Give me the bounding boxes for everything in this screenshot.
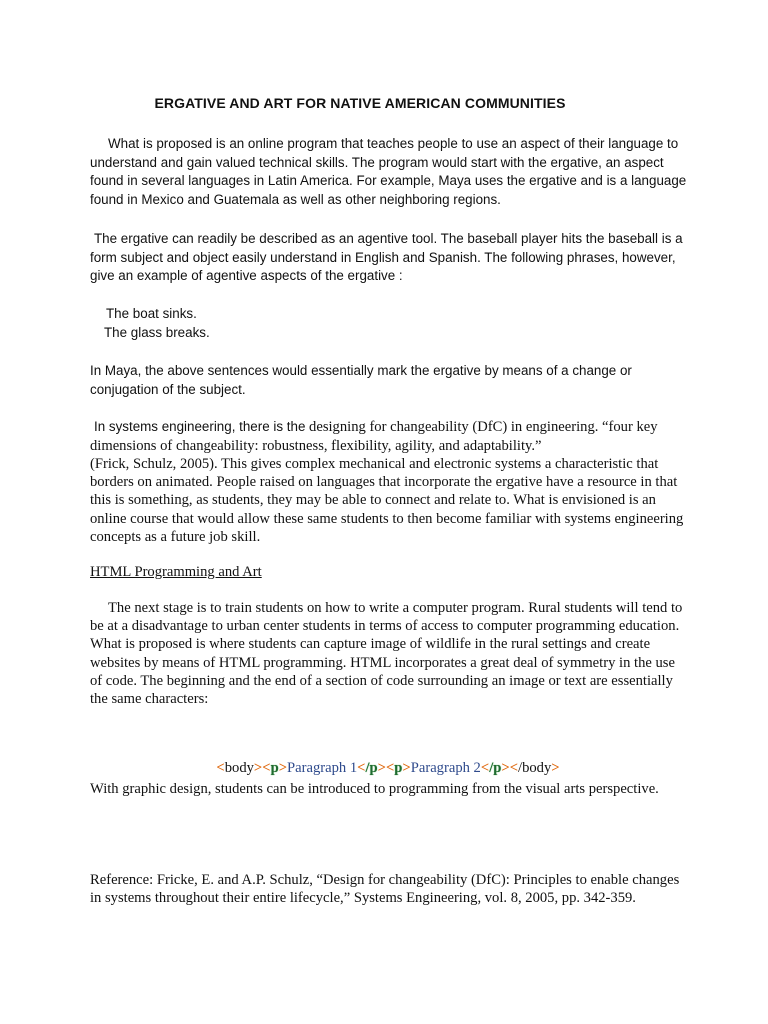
angle-close: > bbox=[501, 760, 510, 776]
maya-paragraph: In Maya, the above sentences would essentially mark the ergative by means of a change or conjugation of the subject. bbox=[90, 363, 632, 397]
ergative-paragraph: The ergative can readily be described as an agentive tool. The baseball player hits the baseball is a form subject and object easily understand in English and Spanish. The following phrases, however, give an example of agentive aspects of the ergative : bbox=[90, 231, 683, 284]
html-programming-paragraph: The next stage is to train students on how to write a computer program. Rural students will tend to be at a disadvantage to urban center students in terms of access to computer programming education. What is proposed is where students can capture image of wildlife in the rural settings and create websites by means of HTML programming. HTML incorporates a great deal of symmetry in the use of code. The beginning and the end of a section of code surrounding an image or text are essentially the same characters: bbox=[90, 600, 683, 708]
reference-paragraph: Reference: Fricke, E. and A.P. Schulz, “Design for changeability (DfC): Principles to enable changes in systems throughout their entire lifecycle,” Systems Engineering, vol. 8, 2005, pp. 342-359. bbox=[90, 872, 680, 907]
angle-open: < bbox=[509, 760, 519, 776]
graphic-design-paragraph: With graphic design, students can be introduced to programming from the visual arts perspective. bbox=[90, 781, 659, 797]
angle-close: > bbox=[551, 760, 560, 776]
angle-open: < bbox=[357, 760, 366, 776]
angle-open: < bbox=[385, 760, 395, 776]
angle-close: > bbox=[402, 760, 411, 776]
angle-close: > bbox=[278, 760, 288, 776]
body-tag: body bbox=[224, 760, 254, 776]
systems-engineering-quote: designing for changeability (DfC) in engineering. “four key dimensions of changeability: robustness, flexibility, agility, and adaptability.” bbox=[90, 419, 658, 454]
systems-engineering-continuation: (Frick, Schulz, 2005). This gives complex mechanical and electronic systems a characteristic that borders on animated. People raised on languages that incorporate the ergative have a resource in that this is something, as students, they may be able to connect and relate to. What is envisioned is an online course that would allow these same students to then become familiar with systems engineering concepts as a future job skill. bbox=[90, 456, 684, 545]
paragraph-1-text: Paragraph 1 bbox=[287, 760, 358, 776]
example-sentence-2: The glass breaks. bbox=[104, 325, 210, 340]
p-open-tag: p bbox=[394, 760, 403, 776]
p-close-tag: /p bbox=[489, 760, 502, 776]
p-open-tag: p bbox=[270, 760, 279, 776]
example-sentence-1: The boat sinks. bbox=[106, 306, 197, 321]
intro-paragraph: What is proposed is an online program that teaches people to use an aspect of their language to understand and gain valued technical skills. The program would start with the ergative, an aspect found in several languages in Latin America. For example, Maya uses the ergative and is a language found in Mexico and Guatemala as well as other neighboring regions. bbox=[90, 136, 687, 207]
html-code-example bbox=[0, 760, 768, 777]
angle-open: < bbox=[262, 760, 271, 776]
document-title: ERGATIVE AND ART FOR NATIVE AMERICAN COMMUNITIES bbox=[154, 95, 566, 111]
angle-open: < bbox=[480, 760, 490, 776]
angle-close: > bbox=[253, 760, 263, 776]
systems-engineering-lead: In systems engineering, there is the bbox=[94, 419, 306, 434]
p-close-tag: /p bbox=[365, 760, 378, 776]
systems-engineering-paragraph bbox=[90, 418, 690, 455]
paragraph-2-text: Paragraph 2 bbox=[410, 760, 481, 776]
body-close-tag: /body bbox=[518, 760, 552, 776]
section-heading: HTML Programming and Art bbox=[90, 564, 262, 580]
angle-open: < bbox=[216, 760, 225, 776]
angle-close: > bbox=[377, 760, 386, 776]
